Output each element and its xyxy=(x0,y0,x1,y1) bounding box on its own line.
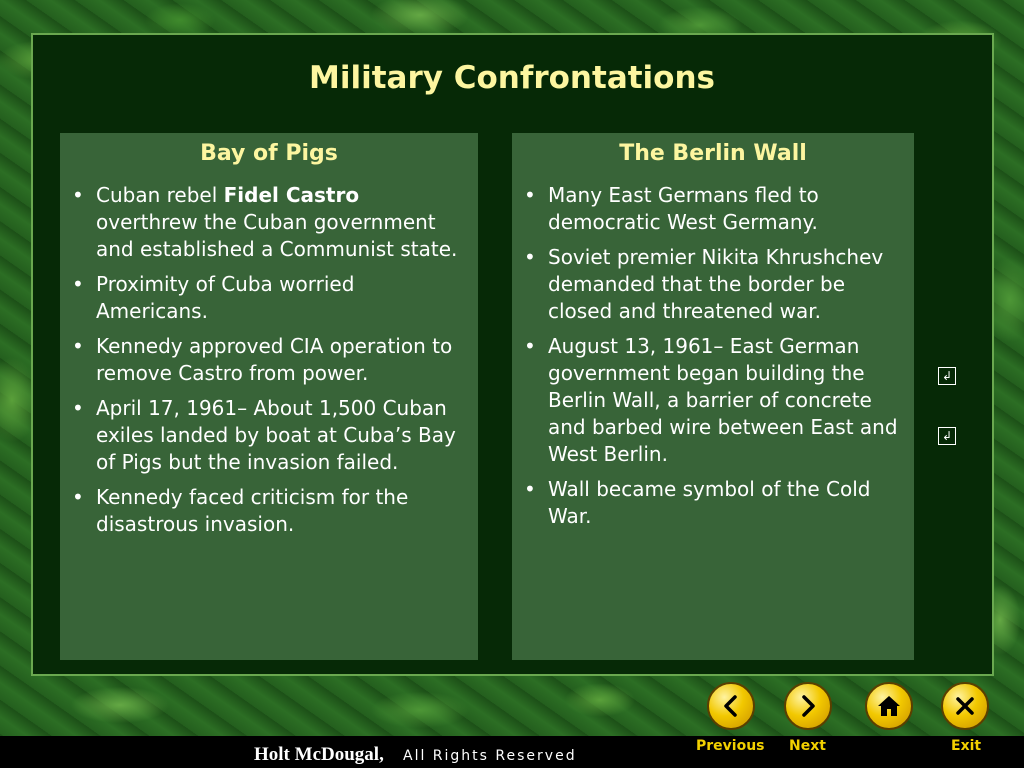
next-label[interactable]: Next xyxy=(789,738,826,754)
bullet-list xyxy=(72,182,466,538)
publisher-name: Holt McDougal, xyxy=(254,744,384,765)
previous-button[interactable] xyxy=(707,682,755,730)
bullet-list xyxy=(524,182,902,530)
home-button[interactable] xyxy=(865,682,913,730)
list-item: • Wall became symbol of the Cold War. xyxy=(524,476,902,530)
footer-bar xyxy=(0,736,1024,768)
list-item: • Cuban rebel Fidel Castro overthrew the Cuban government and established a Communist state. xyxy=(72,182,466,263)
berlin-wall-column xyxy=(512,133,914,660)
return-arrow-icon[interactable]: ↲ xyxy=(938,367,956,385)
list-item: • April 17, 1961– About 1,500 Cuban exiles landed by boat at Cuba’s Bay of Pigs but the invasion failed. xyxy=(72,395,466,476)
column-heading: Bay of Pigs xyxy=(200,141,338,166)
exit-button[interactable] xyxy=(941,682,989,730)
column-heading: The Berlin Wall xyxy=(619,141,807,166)
list-item: • Kennedy approved CIA operation to remove Castro from power. xyxy=(72,333,466,387)
list-item: • Soviet premier Nikita Khrushchev demanded that the border be closed and threatened war. xyxy=(524,244,902,325)
next-button[interactable] xyxy=(784,682,832,730)
list-item: • August 13, 1961– East German government began building the Berlin Wall, a barrier of concrete and barbed wire between East and West Berlin. xyxy=(524,333,902,468)
home-icon xyxy=(876,693,902,719)
return-arrow-icon[interactable]: ↲ xyxy=(938,427,956,445)
slide-title: Military Confrontations xyxy=(308,60,715,96)
close-icon xyxy=(952,693,978,719)
bay-of-pigs-column xyxy=(60,133,478,660)
list-item: • Many East Germans fled to democratic West Germany. xyxy=(524,182,902,236)
chevron-right-icon xyxy=(795,693,821,719)
list-item: • Proximity of Cuba worried Americans. xyxy=(72,271,466,325)
exit-label[interactable]: Exit xyxy=(951,738,982,754)
chevron-left-icon xyxy=(718,693,744,719)
previous-label[interactable]: Previous xyxy=(696,738,765,754)
rights-text: All Rights Reserved xyxy=(403,748,577,764)
list-item: • Kennedy faced criticism for the disastrous invasion. xyxy=(72,484,466,538)
